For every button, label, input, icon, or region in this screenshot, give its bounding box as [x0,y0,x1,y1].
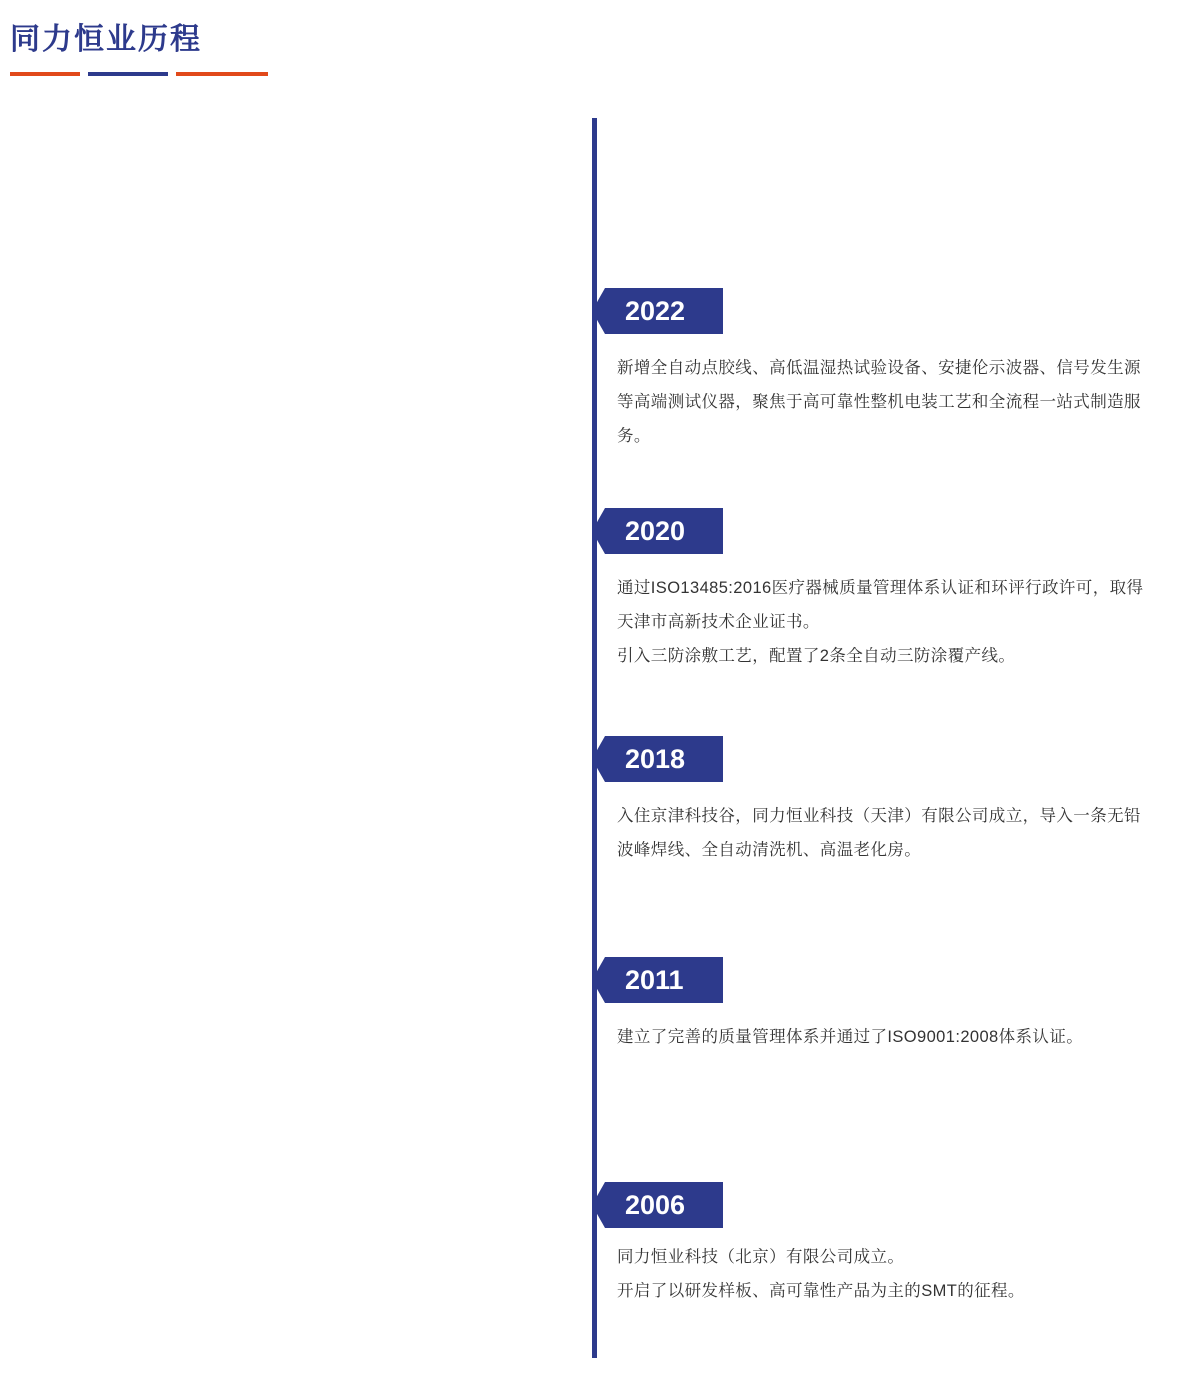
timeline-year-tag[interactable]: 2022 [605,288,723,334]
timeline-event-description: 新增全自动点胶线、高低温湿热试验设备、安捷伦示波器、信号发生源等高端测试仪器，聚焦于高可靠性整机电装工艺和全流程一站式制造服务。 [617,359,1141,445]
page-title: 同力恒业历程 [10,23,202,56]
timeline-year-tag[interactable]: 2020 [605,508,723,554]
timeline-event-description: 通过ISO13485:2016医疗器械质量管理体系认证和环评行政许可，取得天津市高新技术企业证书。 引入三防涂敷工艺，配置了2条全自动三防涂覆产线。 [617,579,1144,665]
timeline-event-description: 建立了完善的质量管理体系并通过了ISO9001:2008体系认证。 [617,1028,1084,1046]
timeline-year-tag[interactable]: 2018 [605,736,723,782]
timeline-year-tag[interactable]: 2011 [605,957,723,1003]
timeline-event-description: 同力恒业科技（北京）有限公司成立。 开启了以研发样板、高可靠性产品为主的SMT的征程。 [617,1248,1025,1300]
timeline-event-description: 入住京津科技谷，同力恒业科技（天津）有限公司成立，导入一条无铅波峰焊线、全自动清洗机、高温老化房。 [617,807,1141,859]
timeline-year-tag[interactable]: 2006 [605,1182,723,1228]
